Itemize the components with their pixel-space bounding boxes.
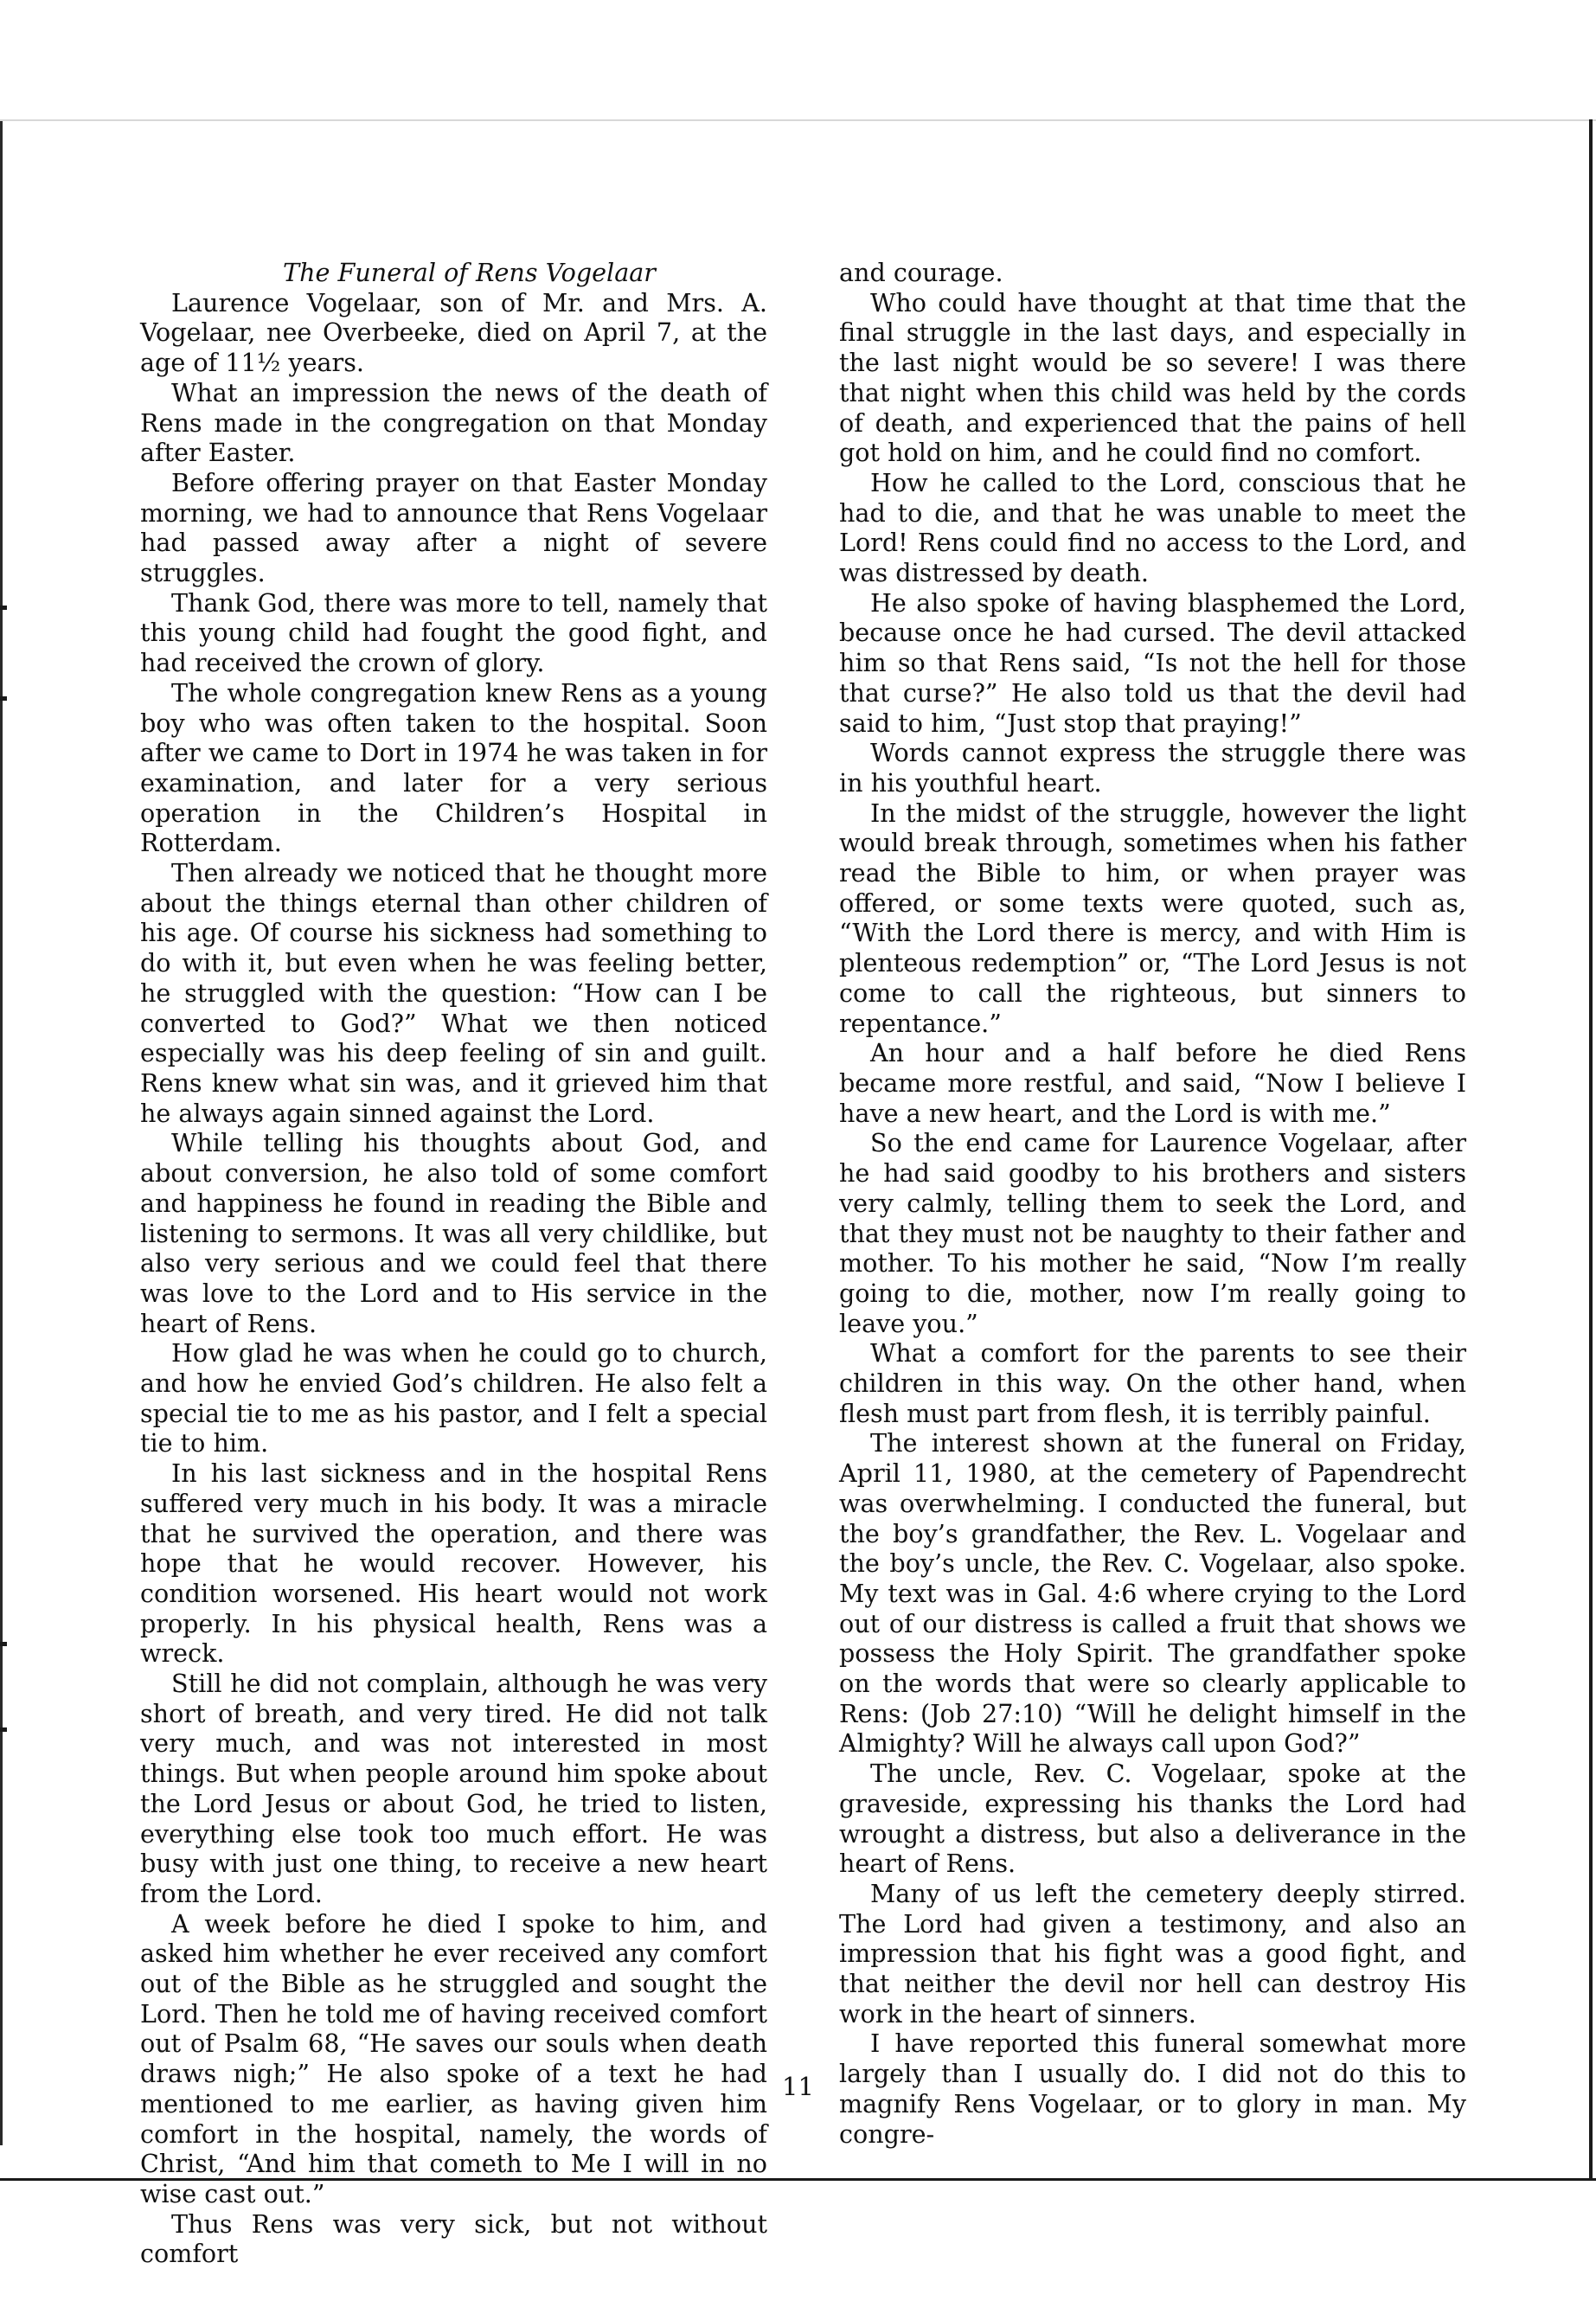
paragraph: The whole congregation knew Rens as a young boy who was often taken to the hospital. Soon after we came to Dort in 1974 he was taken in for examination, and later for a very serious operation in the Children’s Hospital in Rotterdam. — [140, 677, 767, 858]
paragraph: He also spoke of having blasphemed the Lord, because once he had cursed. The devil attacked him so that Rens said, “Is not the hell for those that curse?” He also told us that the devil had said to him, “Just stop that praying!” — [839, 587, 1466, 738]
paragraph-continuation: and courage. — [839, 258, 1003, 287]
paragraph: The uncle, Rev. C. Vogelaar, spoke at the graveside, expressing his thanks the Lord had wrought a distress, but also a deliverance in the heart of Rens. — [839, 1759, 1466, 1879]
paragraph: How glad he was when he could go to church, and how he envied God’s children. He also felt a special tie to me as his pastor, and I felt a special tie to him. — [140, 1338, 767, 1458]
top-edge-line — [0, 119, 1596, 121]
paragraph: What an impression the news of the death of Rens made in the congregation on that Monday after Easter. — [140, 377, 767, 468]
edge-mark — [0, 606, 7, 610]
article-heading: The Funeral of Rens Vogelaar — [283, 258, 656, 287]
paragraph: Then already we noticed that he thought more about the things eternal than other children of his age. Of course his sickness had something to do with it, but even when he was feeling better, he struggled with the question: “How can I be converted to God?” What we then noticed especially was his deep feeling of sin and guilt. Rens knew what sin was, and it grieved him that he always again sinned against the Lord. — [140, 858, 767, 1128]
paragraph: Thus Rens was very sick, but not without comfort — [140, 2208, 767, 2269]
paragraph: What a comfort for the parents to see their children in this way. On the other hand, when flesh must part from flesh, it is terribly painful. — [839, 1338, 1466, 1428]
paragraph: An hour and a half before he died Rens became more restful, and said, “Now I believe I have a new heart, and the Lord is with me.” — [839, 1038, 1466, 1128]
left-column — [140, 258, 767, 2269]
edge-mark — [0, 1642, 7, 1646]
paragraph: Words cannot express the struggle there was in his youthful heart. — [839, 738, 1466, 798]
paragraph: I have reported this funeral somewhat more largely than I usually do. I did not do this to magnify Rens Vogelaar, or to glory in man. My congre- — [839, 2029, 1466, 2149]
paragraph: In the midst of the struggle, however the light would break through, sometimes when his father read the Bible to him, or when prayer was offered, or some texts were quoted, such as, “With the Lord there is mercy, and with Him is plenteous redemption” or, “The Lord Jesus is not come to call the righteous, but sinners to repentance.” — [839, 798, 1466, 1038]
page-number: 11 — [782, 2072, 814, 2101]
paragraph: In his last sickness and in the hospital Rens suffered very much in his body. It was a miracle that he survived the operation, and there was hope that he would recover. However, his condition worsened. His heart would not work properly. In his physical health, Rens was a wreck. — [140, 1458, 767, 1669]
left-edge-line — [0, 121, 3, 2145]
edge-mark — [0, 696, 7, 701]
paragraph: Still he did not complain, although he was very short of breath, and very tired. He did not talk very much, and was not interested in most things. But when people around him spoke about the Lord Jesus or about God, he tried to listen, everything else took too much effort. He was busy with just one thing, to receive a new heart from the Lord. — [140, 1669, 767, 1908]
edge-mark — [0, 1727, 7, 1732]
paragraph: The interest shown at the funeral on Friday, April 11, 1980, at the cemetery of Papendrecht was overwhelming. I conducted the funeral, but the boy’s grandfather, the Rev. L. Vogelaar and the boy’s uncle, the Rev. C. Vogelaar, also spoke. My text was in Gal. 4:6 where crying to the Lord out of our distress is called a fruit that shows we possess the Holy Spirit. The grandfather spoke on the words that were so clearly applicable to Rens: (Job 27:10) “Will he delight himself in the Almighty? Will he always call upon God?” — [839, 1428, 1466, 1759]
paragraph: Who could have thought at that time that the final struggle in the last days, and especially in the last night would be so severe! I was there that night when this child was held by the cords of death, and experienced that the pains of hell got hold on him, and he could find no comfort. — [839, 287, 1466, 468]
right-column — [839, 258, 1466, 2149]
paragraph: Before offering prayer on that Easter Monday morning, we had to announce that Rens Vogelaar had passed away after a night of severe struggles. — [140, 467, 767, 588]
paragraph: A week before he died I spoke to him, and asked him whether he ever received any comfort out of the Bible as he struggled and sought the Lord. Then he told me of having received comfort out of Psalm 68, “He saves our souls when death draws nigh;” He also spoke of a text he had mentioned to me earlier, as having given him comfort in the hospital, namely, the words of Christ, “And him that cometh to Me I will in no wise cast out.” — [140, 1908, 767, 2208]
paragraph: So the end came for Laurence Vogelaar, after he had said goodby to his brothers and sisters very calmly, telling them to seek the Lord, and that they must not be naughty to their father and mother. To his mother he said, “Now I’m really going to die, mother, now I’m really going to leave you.” — [839, 1128, 1466, 1338]
paragraph: Many of us left the cemetery deeply stirred. The Lord had given a testimony, and also an impression that his fight was a good fight, and that neither the devil nor hell can destroy His work in the heart of sinners. — [839, 1878, 1466, 2029]
right-edge-line — [1589, 119, 1593, 2181]
paragraph: While telling his thoughts about God, and about conversion, he also told of some comfort and happiness he found in reading the Bible and listening to sermons. It was all very childlike, but also very serious and we could feel that there was love to the Lord and to His service in the heart of Rens. — [140, 1128, 767, 1338]
paragraph: How he called to the Lord, conscious that he had to die, and that he was unable to meet the Lord! Rens could find no access to the Lord, and was distressed by death. — [839, 467, 1466, 588]
paragraph: Thank God, there was more to tell, namely that this young child had fought the good fight, and had received the crown of glory. — [140, 587, 767, 678]
paragraph: Laurence Vogelaar, son of Mr. and Mrs. A. Vogelaar, nee Overbeeke, died on April 7, at the age of 11½ years. — [140, 287, 767, 378]
